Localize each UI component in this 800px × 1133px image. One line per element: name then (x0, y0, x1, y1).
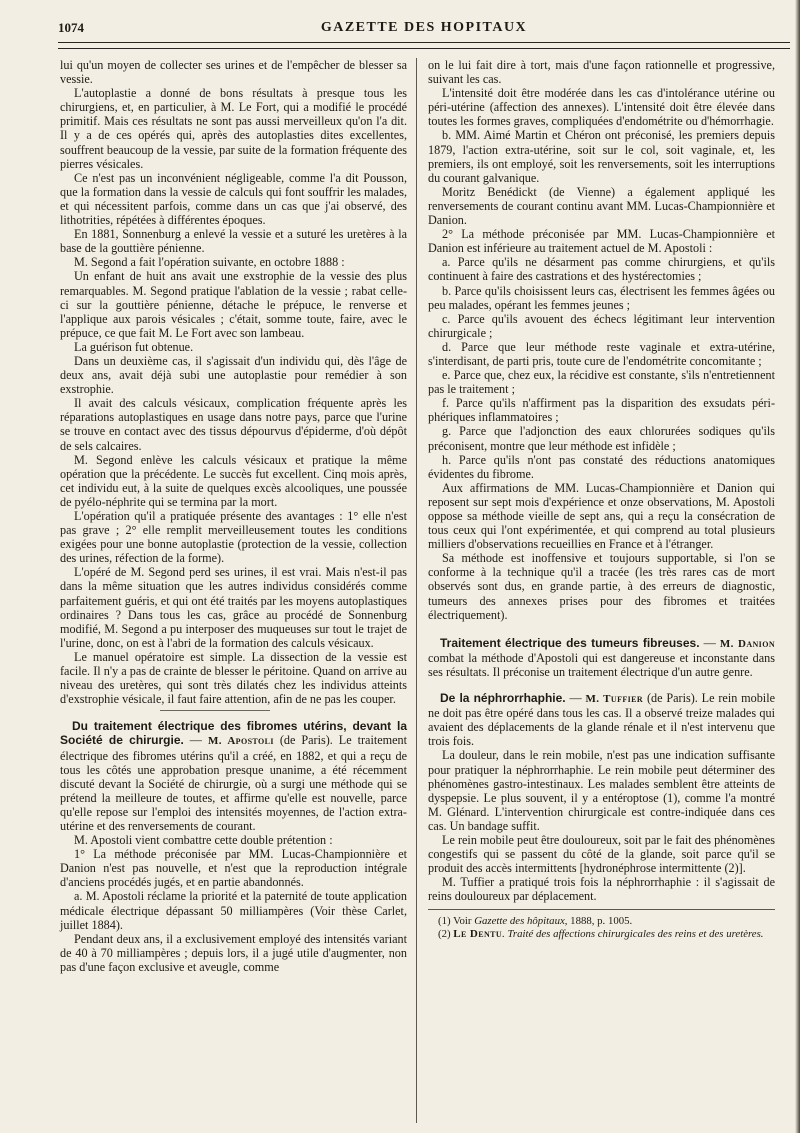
paragraph: Ce n'est pas un inconvénient négligeable, comme l'a dit Pousson, que la formation dans la vessie de calculs qui font souffrir les malades, et qui nécessitent parfois, comme dans un cas que j'ai observé, des lithotrities, répétées à différentes époques. (60, 170, 407, 228)
paragraph: 2° La méthode préconisée par MM. Lucas-Championnière et Danion est inférieure au traitement actuel de M. Apostoli : (428, 227, 775, 256)
paragraph: L'intensité doit être modérée dans les cas d'intolérance utérine ou péri-utérine (affection des annexes). L'intensité doit être élevée dans toutes les formes graves, compliquées d'endométrite ou d'hémorrhagie. (428, 86, 775, 129)
section-separator (160, 710, 270, 711)
paragraph: La guérison fut obtenue. (74, 339, 194, 354)
footnote-author: Le Dentu (453, 928, 503, 941)
journal-title: GAZETTE DES HOPITAUX (320, 20, 528, 35)
section-nephrorrhaphie: De la néphrorrhaphie. — M. Tuffier (de Paris). Le rein mobile ne doit pas être opéré dans tous les cas. Il a observé treize malades qui avaient des déplacements de la glande rénale et il n'est intervenu que trois fois. (428, 691, 775, 749)
footnote-title: Gazette des hôpitaux (474, 915, 565, 928)
section-text: (de Paris). Le traitement électrique des fibromes utérins qu'il a créé, en 1882, et qui a reçu de tous les côtés une approbation presque unanime, a été récemment discuté devant la Société de chirurgie, où a surgi une méthode qui se prétend la meilleure de toutes, et affirme qu'elle est nouvelle, parce qu'elle repose sur l'emploi des intensités moyennes, de l'action extra-utérine et des renversements de courant. (60, 733, 407, 833)
section-author: M. Danion (719, 637, 775, 650)
left-column (60, 58, 407, 974)
right-column (428, 58, 775, 941)
paragraph: a. Parce qu'ils ne désarment pas comme chirurgiens, et qu'ils continuent à faire des castrations et des hystérectomies ; (428, 255, 775, 284)
footnote-marker: (2) (438, 928, 454, 941)
section-text: (de Paris). Le rein mobile ne doit pas être opéré dans tous les cas. Il a observé treize malades qui avaient des déplacements de la glande rénale et il n'est intervenu que trois fois. (428, 691, 775, 749)
paragraph: L'opéré de M. Segond perd ses urines, il est vrai. Mais n'est-il pas dans la même situation que les autres individus considérés comme parfaitement guéris, et qui ont été traités par les moyens autoplastiques ordinaires ? Dans tous les cas, grâce au procédé de Sonnenburg modifié, M. Segond a pu interposer des muqueuses sur tout le trajet de l'urine, donc, on est à l'abri de la formation des calculs vésicaux. (60, 565, 407, 650)
paragraph: c. Parce qu'ils avouent des échecs légitimant leur intervention chirurgicale ; (428, 311, 775, 340)
paragraph: M. Segond a fait l'opération suivante, en octobre 1888 : (74, 255, 345, 270)
paragraph: Le rein mobile peut être douloureux, soit par le fait des phénomènes congestifs qui se passent du côté de la glande, soit parce qu'il se produit des accès intermittents [hydronéphrose intermittente (2)]. (428, 832, 775, 876)
paragraph: M. Tuffier a pratiqué trois fois la néphrorrhaphie : il s'agissait de reins douloureux par déplacement. (428, 875, 775, 904)
footnote-1 (428, 915, 775, 928)
paragraph: M. Segond enlève les calculs vésicaux et pratique la même opération que la précédente. Le succès fut excellent. Cinq mois après, cet individu eut, à la suite de quelques excès alcooliques, une poussée de pyélo-néphrite qui se termina par la mort. (60, 452, 407, 509)
page-number: 1074 (58, 20, 84, 35)
paragraph: Il avait des calculs vésicaux, complication fréquente après les réparations autoplastiques en usage dans notre pays, parce que l'urine se trouve en contact avec des tissus dépourvus d'épiderme, d'où dépôt de sels calcaires. (60, 396, 407, 453)
footnotes (428, 909, 775, 941)
section-fibromes: Du traitement électrique des fibromes utérins, devant la Société de chirurgie. — M. Apostoli (de Paris). Le traitement électrique des fibromes utérins qu'il a créé, en 1882, et qui a reçu de tous les côtés une approbation presque unanime, a été récemment discuté devant la Société de chirurgie, où a surgi une méthode qui se prétend la meilleure de toutes, et affirme qu'elle est nouvelle, parce qu'elle repose sur l'emploi des intensités moyennes, de l'action extra-utérine et des renversements de courant. (60, 719, 407, 833)
paragraph: b. Parce qu'ils choisissent leurs cas, électrisent les femmes âgées ou peu malades, opérant les femmes jeunes ; (428, 283, 775, 312)
page-edge-shadow (795, 0, 800, 1133)
section-title: De la néphrorrhaphie. (440, 691, 566, 706)
header-rule-thin (58, 48, 790, 49)
paragraph: Moritz Benédickt (de Vienne) a également appliqué les renversements de courant continu avant MM. Lucas-Championnière et Danion. (428, 184, 775, 228)
paragraph: lui qu'un moyen de collecter ses urines et de l'empêcher de blesser sa vessie. (60, 58, 407, 87)
paragraph: Le manuel opératoire est simple. La dissection de la vessie est facile. Il n'y a pas de crainte de blesser le péritoine. Quand on arrive au niveau des uretères, qui sont très dilatés chez les individus atteints d'exstrophie vésicale, il faut faire attention, afin de ne pas les couper. (60, 649, 407, 707)
paragraph: L'autoplastie a donné de bons résultats à presque tous les chirurgiens, et, en particulier, à M. Le Fort, qui a modifié le procédé primitif. Mais ces résultats ne sont pas aussi merveilleux qu'on l'a dit. Il y a de ces opérés qui, après des autoplasties dites excellentes, souffrent beaucoup de la vessie, par suite de la formation fréquente des pierres vésicales. (60, 86, 407, 171)
page-header (58, 20, 790, 40)
footnote-title: . Traité des affections chirurgicales des reins et des uretères. (502, 928, 764, 941)
footnote-2 (428, 928, 775, 941)
paragraph: b. MM. Aimé Martin et Chéron ont préconisé, les premiers depuis 1879, l'action extra-utérine, soit sur le col, soit vaginale, et, les premiers, ils ont employé, soit les renversements, soit les interruptions du courant galvanique. (428, 128, 775, 185)
section-title: Du traitement électrique des fibromes utérins, devant la Société de chirurgie. (60, 719, 407, 748)
paragraph: on le lui fait dire à tort, mais d'une façon rationnelle et progressive, suivant les cas. (428, 58, 775, 87)
paragraph: Aux affirmations de MM. Lucas-Championnière et Danion qui reposent sur sept mois d'expérience et onze observations, M. Apostoli oppose sa méthode vieille de sept ans, qui a reçu la consécration de tous ceux qui l'ont expérimentée, et qui comprend au total plusieurs milliers d'observations recueillies en France et à l'étranger. (428, 480, 775, 552)
paragraph: 1° La méthode préconisée par MM. Lucas-Championnière et Danion n'est pas nouvelle, et n'est que la reproduction intégrale d'anciens procédés jugés, et en partie abandonnés. (60, 847, 407, 890)
paragraph: La douleur, dans le rein mobile, n'est pas une indication suffisante pour pratiquer la néphrorrhaphie. Le rein mobile peut déterminer des phénomènes gastro-intestinaux. Les malades semblent être atteints de dyspepsie. Le plus souvent, il y a entéroptose (1), comme l'a montré M. Glénard. L'intervention chirurgicale est contre-indiquée dans ces cas. Un bandage suffit. (428, 748, 775, 833)
paragraph: a. M. Apostoli réclame la priorité et la paternité de toute application médicale électrique dépassant 50 milliampères (Voir thèse Carlet, juillet 1884). (60, 889, 407, 932)
paragraph: e. Parce que, chez eux, la récidive est constante, s'ils n'entretiennent pas le traitement ; (428, 368, 775, 397)
section-tumeurs: Traitement électrique des tumeurs fibreuses. — M. Danion combat la méthode d'Apostoli qui est dangereuse et inconstante dans ses résultats. Il préconise un traitement électrique d'un autre genre. (428, 635, 775, 679)
paragraph: f. Parce qu'ils n'affirment pas la disparition des exsudats péri-phériques inflammatoires ; (428, 396, 775, 425)
paragraph: h. Parce qu'ils n'ont pas constaté des réductions anatomiques évidentes du fibrome. (428, 452, 775, 481)
footnote-ref: , 1888, p. 1005. (564, 915, 633, 928)
section-author: M. Tuffier (585, 693, 644, 706)
paragraph: En 1881, Sonnenburg a enlevé la vessie et a suturé les uretères à la base de la gouttière pénienne. (60, 227, 407, 256)
paragraph: M. Apostoli vient combattre cette double prétention : (74, 833, 333, 848)
section-author: M. Apostoli (207, 735, 274, 748)
section-title: Traitement électrique des tumeurs fibreuses. (440, 635, 700, 650)
paragraph: Un enfant de huit ans avait une exstrophie de la vessie des plus remarquables. M. Segond pratique l'ablation de la vessie ; rabat celle-ci sur la gouttière pénienne, détache le prépuce, le renverse et l'applique aux parois vésicales ; c'était, somme toute, faire, avec le prépuce, ce que fait M. Le Fort avec son lambeau. (60, 269, 407, 340)
paragraph: g. Parce que l'adjonction des eaux chlorurées sodiques qu'ils préconisent, montre que leur méthode est infidèle ; (428, 424, 775, 453)
header-rule (58, 42, 790, 43)
paragraph: L'opération qu'il a pratiquée présente des avantages : 1° elle n'est pas grave ; 2° elle remplit merveilleusement toutes les conditions exigées pour une bonne autoplastie (protection de la vessie, collection des urines, réfection de la forme). (60, 509, 407, 566)
paragraph: d. Parce que leur méthode reste vaginale et extra-utérine, s'interdisant, de parti pris, toute cure de l'endométrite concomitante ; (428, 339, 775, 368)
column-rule (416, 58, 417, 1123)
paragraph: Sa méthode est inoffensive et toujours supportable, si l'on se conforme à la technique qu'il a tracée (les très rares cas de mort observés sont dus, en grande partie, à des erreurs de diagnostic, tumeurs des annexes prises pour des fibromes et traitées électriquement). (428, 551, 775, 622)
paragraph: Dans un deuxième cas, il s'agissait d'un individu qui, dès l'âge de deux ans, avait déjà subi une autoplastie pour remédier à son exstrophie. (60, 353, 407, 397)
footnote-marker: (1) Voir (438, 915, 475, 928)
paragraph: Pendant deux ans, il a exclusivement employé des intensités variant de 40 à 70 milliampères ; depuis lors, il a jugé utile d'augmenter, non pas d'une façon exclusive et aveugle, comme (60, 931, 407, 974)
section-text: combat la méthode d'Apostoli qui est dangereuse et inconstante dans ses résultats. Il préconise un traitement électrique d'un autre genre. (428, 650, 775, 679)
